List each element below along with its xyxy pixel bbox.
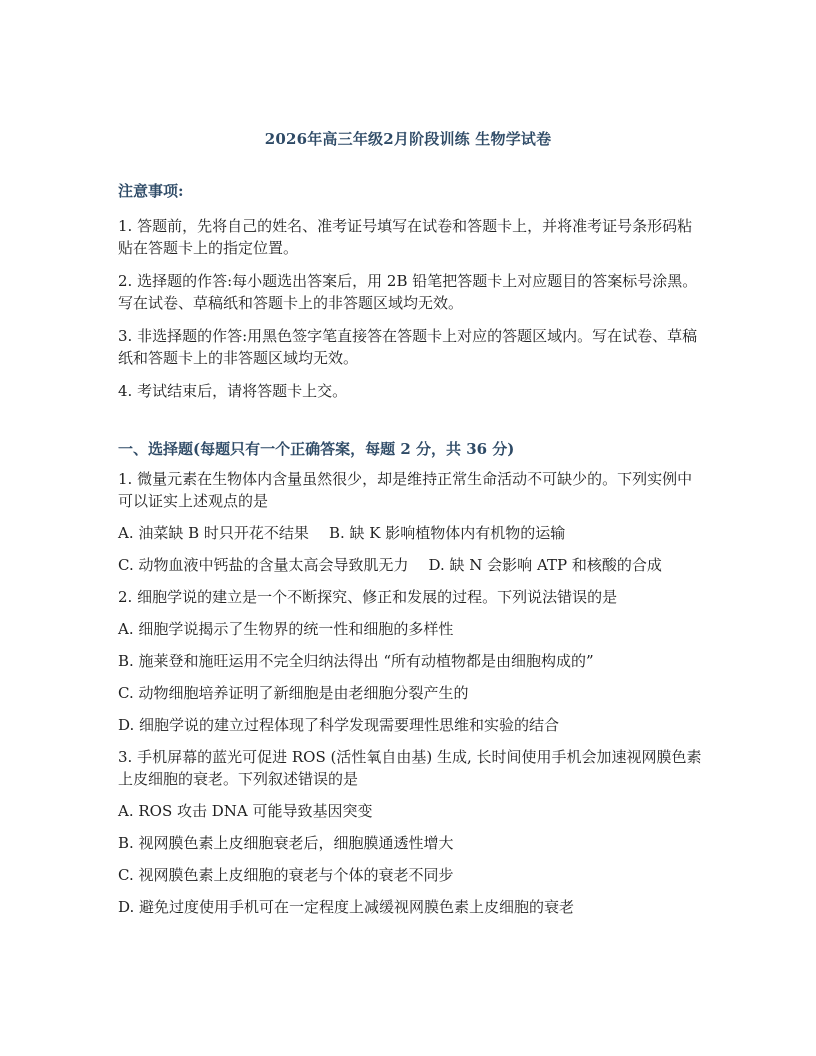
question-2-option-d: D. 细胞学说的建立过程体现了科学发现需要理性思维和实验的结合 (118, 716, 560, 734)
question-1-stem: 1. 微量元素在生物体内含量虽然很少，却是维持正常生命活动不可缺少的。下列实例中可以证实上述观点的是 (118, 470, 693, 510)
question-1-option-a: A. 油菜缺 B 时只开花不结果 (118, 524, 309, 542)
question-3-option-c: C. 视网膜色素上皮细胞的衰老与个体的衰老不同步 (118, 866, 454, 884)
question-1-option-d: D. 缺 N 会影响 ATP 和核酸的合成 (428, 556, 662, 574)
question-2-option-b: B. 施莱登和施旺运用不完全归纳法得出 “所有动植物都是由细胞构成的” (118, 652, 594, 670)
question-3-stem: 3. 手机屏幕的蓝光可促进 ROS (活性氧自由基) 生成, 长时间使用手机会加速视网膜色素上皮细胞的衰老。下列叙述错误的是 (118, 748, 702, 788)
exam-content (118, 180, 703, 928)
notes-heading: 注意事项: (118, 182, 184, 200)
question-1-options-row-2 (118, 554, 703, 576)
note-item-1: 1. 答题前，先将自己的姓名、准考证号填写在试卷和答题卡上，并将准考证号条形码粘贴在答题卡上的指定位置。 (118, 217, 693, 257)
question-2-option-a: A. 细胞学说揭示了生物界的统一性和细胞的多样性 (118, 620, 454, 638)
section-heading: 一、选择题(每题只有一个正确答案，每题 2 分，共 36 分) (118, 440, 515, 458)
question-3-option-d: D. 避免过度使用手机可在一定程度上减缓视网膜色素上皮细胞的衰老 (118, 898, 575, 916)
note-item-2: 2. 选择题的作答:每小题选出答案后，用 2B 铅笔把答题卡上对应题目的答案标号涂黑。写在试卷、草稿纸和答题卡上的非答题区域均无效。 (118, 272, 698, 312)
question-1-options-row-1 (118, 522, 703, 544)
question-1-option-b: B. 缺 K 影响植物体内有机物的运输 (328, 524, 566, 542)
question-2-stem: 2. 细胞学说的建立是一个不断探究、修正和发展的过程。下列说法错误的是 (118, 588, 618, 606)
exam-title: 2026年高三年级2月阶段训练 生物学试卷 (264, 130, 552, 148)
question-3-option-b: B. 视网膜色素上皮细胞衰老后，细胞膜通透性增大 (118, 834, 454, 852)
note-item-3: 3. 非选择题的作答:用黑色签字笔直接答在答题卡上对应的答题区域内。写在试卷、草稿纸和答题卡上的非答题区域均无效。 (118, 327, 698, 367)
question-1-option-c: C. 动物血液中钙盐的含量太高会导致肌无力 (118, 556, 409, 574)
note-item-4: 4. 考试结束后，请将答题卡上交。 (118, 382, 348, 400)
question-3-option-a: A. ROS 攻击 DNA 可能导致基因突变 (118, 802, 373, 820)
question-2-option-c: C. 动物细胞培养证明了新细胞是由老细胞分裂产生的 (118, 684, 469, 702)
